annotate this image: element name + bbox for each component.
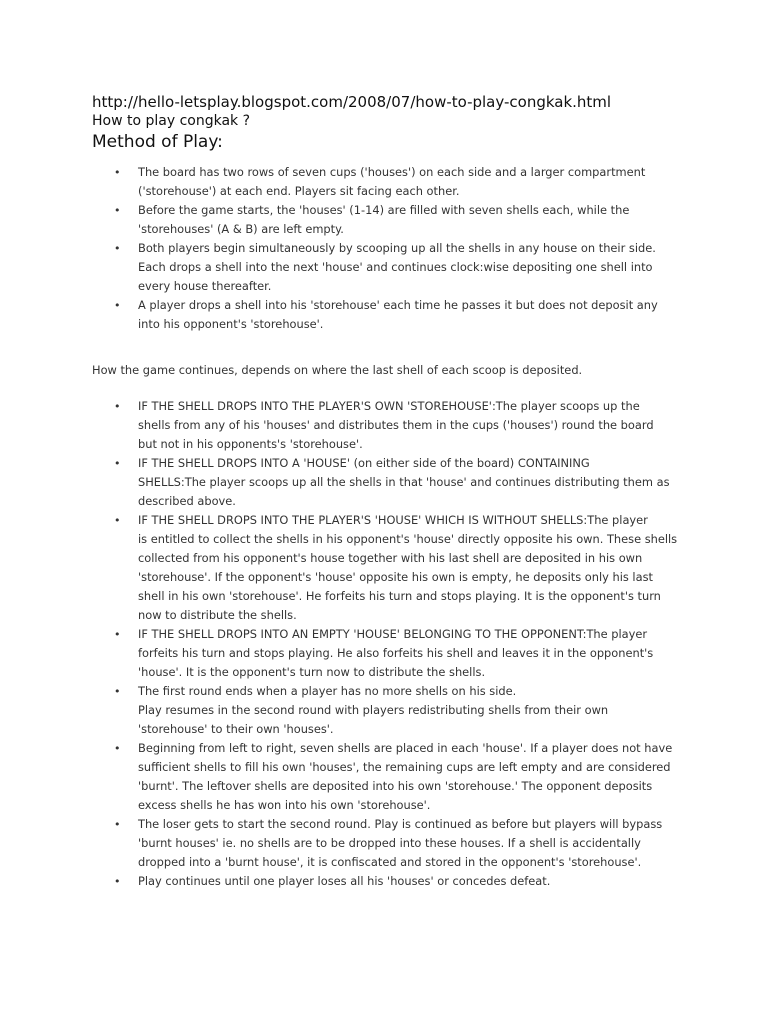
list-item [92, 397, 692, 454]
list-item-line: every house thereafter. [138, 279, 272, 293]
list-item-line: 'house'. It is the opponent's turn now to distribute the shells. [138, 665, 486, 679]
list-item-line: Beginning from left to right, seven shells are placed in each 'house'. If a player does not have [138, 741, 673, 755]
list-item-line: IF THE SHELL DROPS INTO THE PLAYER'S OWN 'STOREHOUSE':The player scoops up the [138, 399, 640, 413]
list-item-line: A player drops a shell into his 'storehouse' each time he passes it but does not deposit any [138, 298, 658, 312]
section-heading: Method of Play: [92, 132, 223, 152]
list-item [92, 163, 692, 201]
rules-list [92, 397, 692, 891]
bullet-icon: • [114, 204, 121, 217]
list-item [92, 511, 692, 625]
list-item-line: now to distribute the shells. [138, 608, 297, 622]
bullet-icon: • [114, 242, 121, 255]
bullet-icon: • [114, 742, 121, 755]
list-item-line: into his opponent's 'storehouse'. [138, 317, 324, 331]
bullet-icon: • [114, 514, 121, 527]
list-item-line: sufficient shells to fill his own 'houses', the remaining cups are left empty and are considered [138, 760, 671, 774]
page-title: How to play congkak ? [92, 113, 251, 129]
list-item-line: collected from his opponent's house together with his last shell are deposited in his own [138, 551, 643, 565]
bullet-icon: • [114, 628, 121, 641]
list-item-line: 'storehouse'. If the opponent's 'house' opposite his own is empty, he deposits only his last [138, 570, 653, 584]
list-item-line: Play resumes in the second round with players redistributing shells from their own [138, 703, 609, 717]
source-url: http://hello-letsplay.blogspot.com/2008/07/how-to-play-congkak.html [92, 93, 612, 111]
list-item-line: 'burnt houses' ie. no shells are to be dropped into these houses. If a shell is accidentally [138, 836, 641, 850]
list-item-line: forfeits his turn and stops playing. He also forfeits his shell and leaves it in the opponent's [138, 646, 654, 660]
list-item-line: is entitled to collect the shells in his opponent's 'house' directly opposite his own. These shells [138, 532, 678, 546]
list-item [92, 454, 692, 511]
list-item [92, 739, 692, 815]
bullet-icon: • [114, 457, 121, 470]
list-item-line: but not in his opponents's 'storehouse'. [138, 437, 363, 451]
list-item-line: Both players begin simultaneously by scooping up all the shells in any house on their side. [138, 241, 656, 255]
list-item-line: 'storehouses' (A & B) are left empty. [138, 222, 344, 236]
list-item-line: dropped into a 'burnt house', it is confiscated and stored in the opponent's 'storehouse'. [138, 855, 642, 869]
list-item [92, 625, 692, 682]
list-item-line: IF THE SHELL DROPS INTO AN EMPTY 'HOUSE' BELONGING TO THE OPPONENT:The player [138, 627, 648, 641]
list-item-line: ('storehouse') at each end. Players sit facing each other. [138, 184, 460, 198]
list-item [92, 296, 692, 334]
list-item-line: Play continues until one player loses all his 'houses' or concedes defeat. [138, 874, 551, 888]
bullet-icon: • [114, 875, 121, 888]
list-item-line: The loser gets to start the second round. Play is continued as before but players will bypass [138, 817, 663, 831]
list-item-line: shell in his own 'storehouse'. He forfeits his turn and stops playing. It is the opponent's turn [138, 589, 661, 603]
bullet-icon: • [114, 166, 121, 179]
list-item [92, 239, 692, 296]
list-item-line: SHELLS:The player scoops up all the shells in that 'house' and continues distributing them as [138, 475, 670, 489]
list-item-line: IF THE SHELL DROPS INTO THE PLAYER'S 'HOUSE' WHICH IS WITHOUT SHELLS:The player [138, 513, 648, 527]
list-item-line: excess shells he has won into his own 'storehouse'. [138, 798, 431, 812]
list-item [92, 872, 692, 891]
bullet-icon: • [114, 685, 121, 698]
continues-paragraph: How the game continues, depends on where the last shell of each scoop is deposited. [92, 363, 583, 377]
document-page [92, 92, 692, 891]
bullet-icon: • [114, 818, 121, 831]
list-item-line: described above. [138, 494, 236, 508]
list-item [92, 815, 692, 872]
list-item-line: shells from any of his 'houses' and distributes them in the cups ('houses') round the board [138, 418, 654, 432]
method-list [92, 163, 692, 334]
bullet-icon: • [114, 299, 121, 312]
bullet-icon: • [114, 400, 121, 413]
list-item-line: 'burnt'. The leftover shells are deposited into his own 'storehouse.' The opponent deposits [138, 779, 653, 793]
list-item [92, 201, 692, 239]
list-item-line: The board has two rows of seven cups ('houses') on each side and a larger compartment [138, 165, 646, 179]
list-item-line: IF THE SHELL DROPS INTO A 'HOUSE' (on either side of the board) CONTAINING [138, 456, 590, 470]
list-item-line: The first round ends when a player has no more shells on his side. [138, 684, 517, 698]
list-item [92, 682, 692, 739]
list-item-line: 'storehouse' to their own 'houses'. [138, 722, 334, 736]
list-item-line: Before the game starts, the 'houses' (1-14) are filled with seven shells each, while the [138, 203, 630, 217]
list-item-line: Each drops a shell into the next 'house' and continues clock:wise depositing one shell into [138, 260, 653, 274]
